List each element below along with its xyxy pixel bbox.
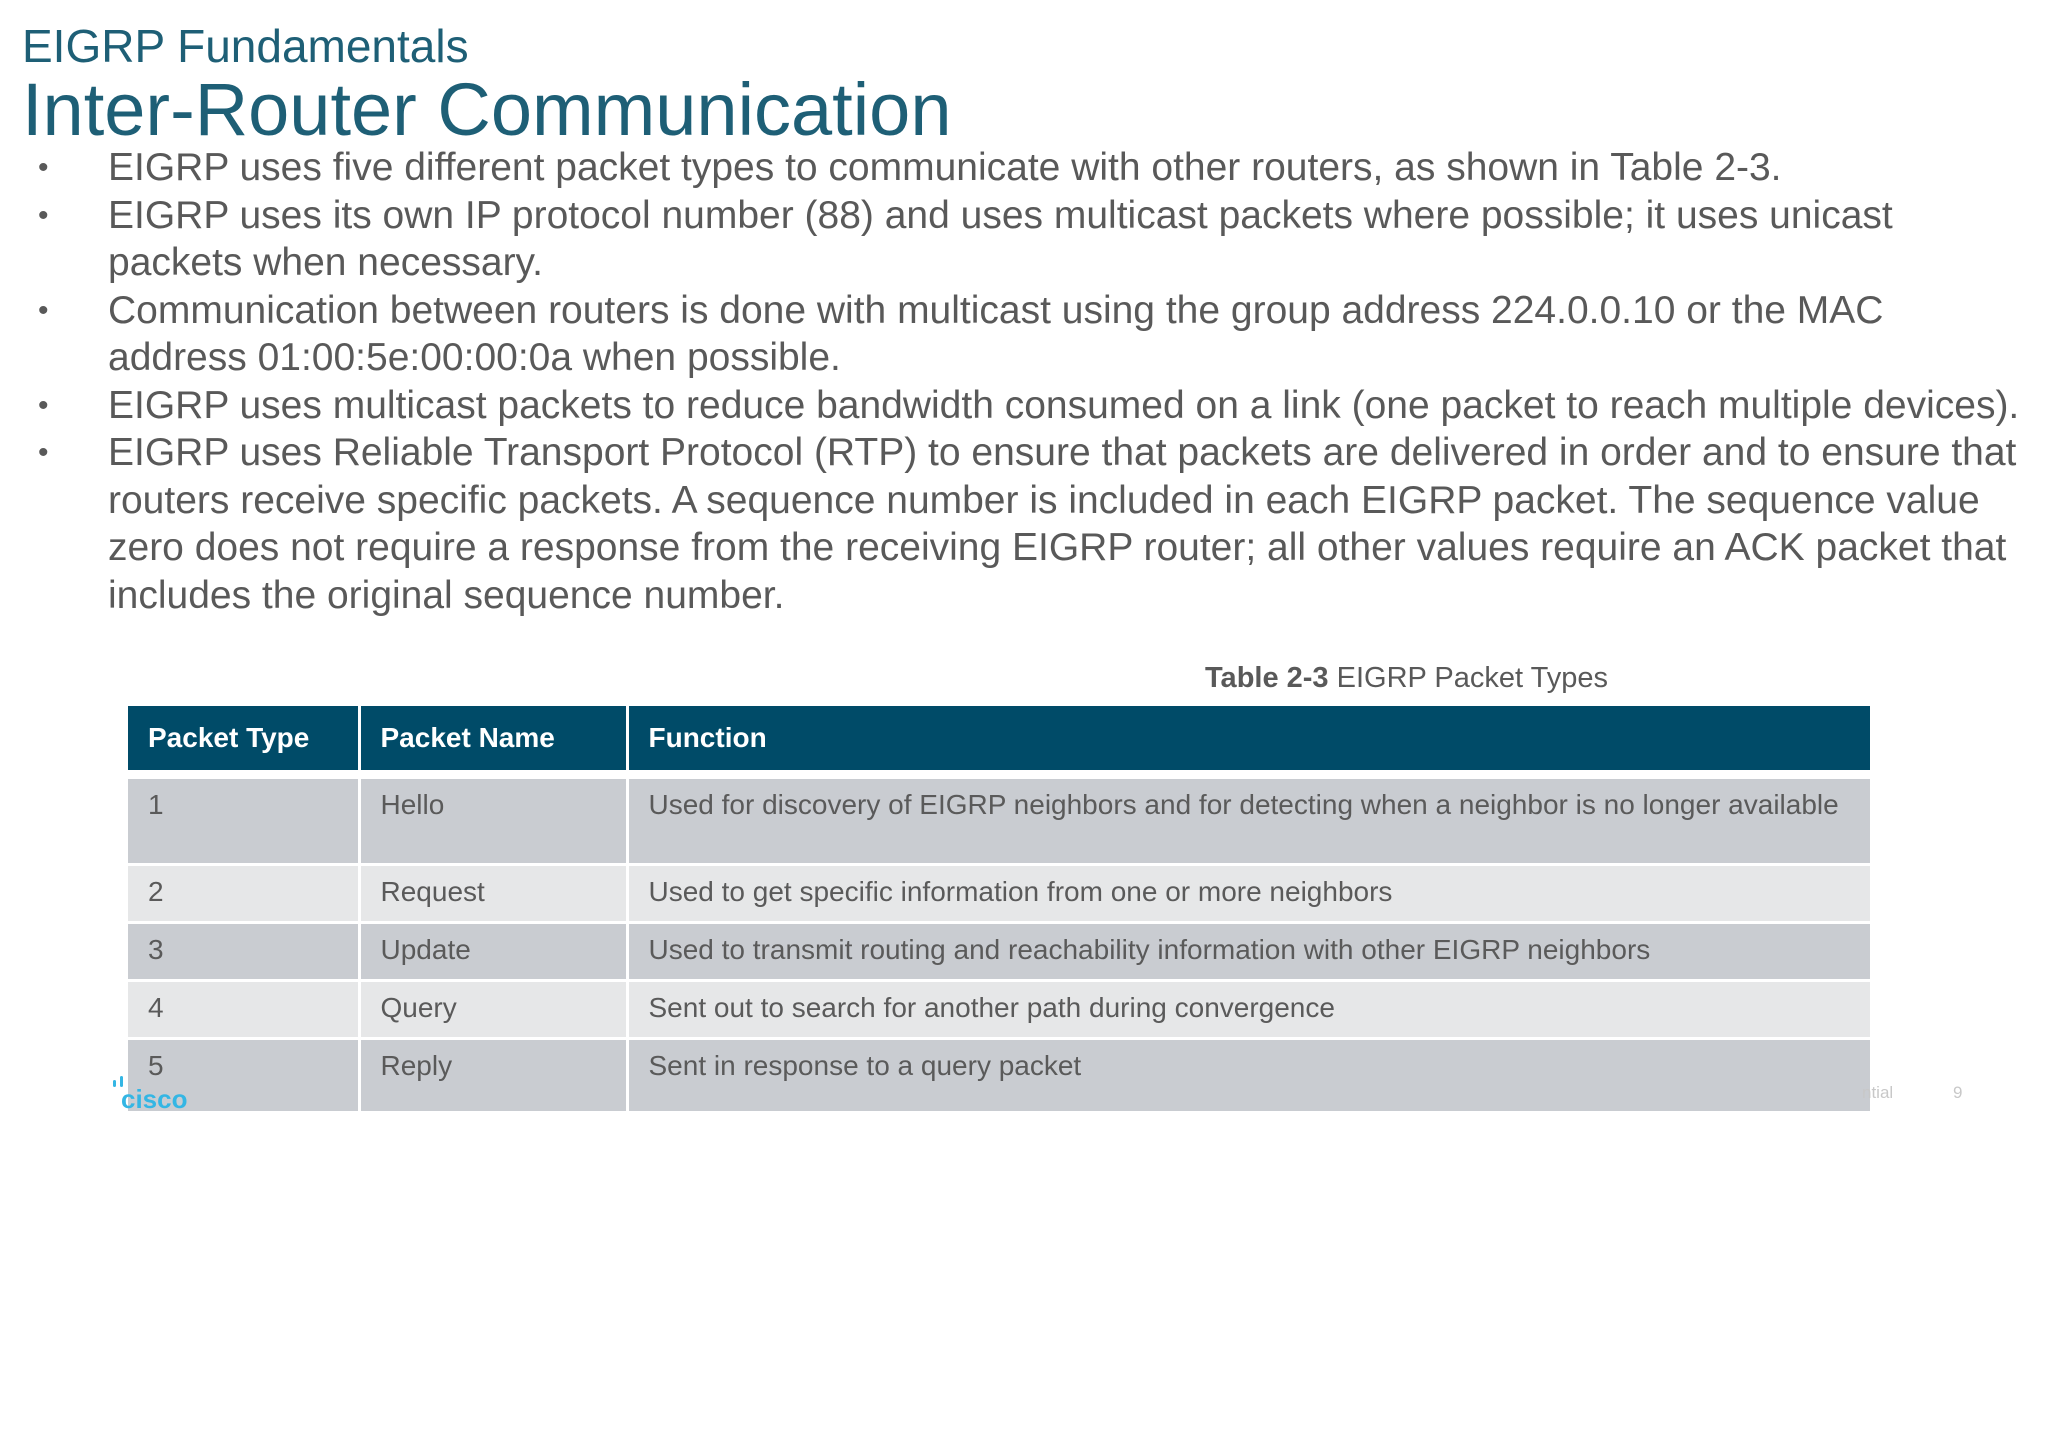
cell-packet-type: 1 [128, 775, 359, 865]
cell-function: Sent out to search for another path during convergence [627, 981, 1870, 1039]
table-row [128, 1039, 1870, 1113]
cell-packet-type: 2 [128, 865, 359, 923]
slide-subtitle: EIGRP Fundamentals [22, 20, 469, 72]
bullet-text: EIGRP uses multicast packets to reduce bandwidth consumed on a link (one packet to reach multiple devices). [108, 383, 2020, 427]
cell-packet-name: Query [359, 981, 627, 1039]
cell-packet-type: 3 [128, 923, 359, 981]
column-header-function: Function [627, 706, 1870, 775]
cell-function: Sent in response to a query packet [627, 1039, 1870, 1113]
bullet-item [38, 144, 2028, 192]
bullet-item [38, 382, 2028, 430]
bullet-marker: • [38, 436, 49, 469]
bullet-text: EIGRP uses five different packet types to communicate with other routers, as shown in Table 2-3. [108, 146, 1782, 189]
page-number: 9 [1953, 1083, 1963, 1102]
bullet-item [38, 192, 2028, 287]
cell-function: Used for discovery of EIGRP neighbors and for detecting when a neighbor is no longer available [627, 775, 1870, 865]
cisco-logo-text: cisco [121, 1084, 188, 1112]
cell-packet-name: Reply [359, 1039, 627, 1113]
column-header-packet-type: Packet Type [128, 706, 359, 775]
cell-packet-name: Request [359, 865, 627, 923]
cell-packet-name: Hello [359, 775, 627, 865]
packet-types-table [128, 706, 1870, 1114]
table-caption [1205, 660, 1608, 696]
column-header-packet-name: Packet Name [359, 706, 627, 775]
cisco-logo-icon [111, 1072, 191, 1112]
bullet-marker: • [38, 151, 49, 184]
bullet-marker: • [38, 293, 49, 327]
slide-title: Inter-Router Communication [22, 68, 952, 151]
cell-packet-name: Update [359, 923, 627, 981]
bullet-item [38, 287, 2028, 382]
bullet-list [38, 144, 2028, 619]
bullet-text: EIGRP uses Reliable Transport Protocol (RTP) to ensure that packets are delivered in order and to ensure that routers receive specific packets. A sequence number is included in each EIGRP packet. The sequence value zero does not require a response from the receiving EIGRP router; all other values require an ACK packet that includes the original sequence number. [108, 431, 2017, 617]
table-caption-text: EIGRP Packet Types [1328, 662, 1608, 694]
cell-function: Used to get specific information from one or more neighbors [627, 865, 1870, 923]
bullet-marker: • [38, 388, 49, 422]
footer-confidential: ntial [1862, 1083, 1894, 1102]
table-header-row [128, 706, 1870, 775]
bullet-item [38, 429, 2028, 619]
table-row [128, 865, 1870, 923]
table-row [128, 775, 1870, 865]
bullet-marker: • [38, 198, 49, 232]
table-row [128, 981, 1870, 1039]
bullet-text: Communication between routers is done with multicast using the group address 224.0.0.10 or the MAC address 01:00:5e:00:00:0a when possible. [108, 288, 1884, 379]
cell-packet-type: 5 [128, 1039, 359, 1113]
bullet-text: EIGRP uses its own IP protocol number (88) and uses multicast packets where possible; it uses unicast packets when necessary. [108, 193, 1893, 284]
cell-function: Used to transmit routing and reachability information with other EIGRP neighbors [627, 923, 1870, 981]
cell-packet-type: 4 [128, 981, 359, 1039]
slide-header [22, 18, 951, 150]
table-row [128, 923, 1870, 981]
table-caption-label: Table 2-3 [1205, 662, 1329, 694]
